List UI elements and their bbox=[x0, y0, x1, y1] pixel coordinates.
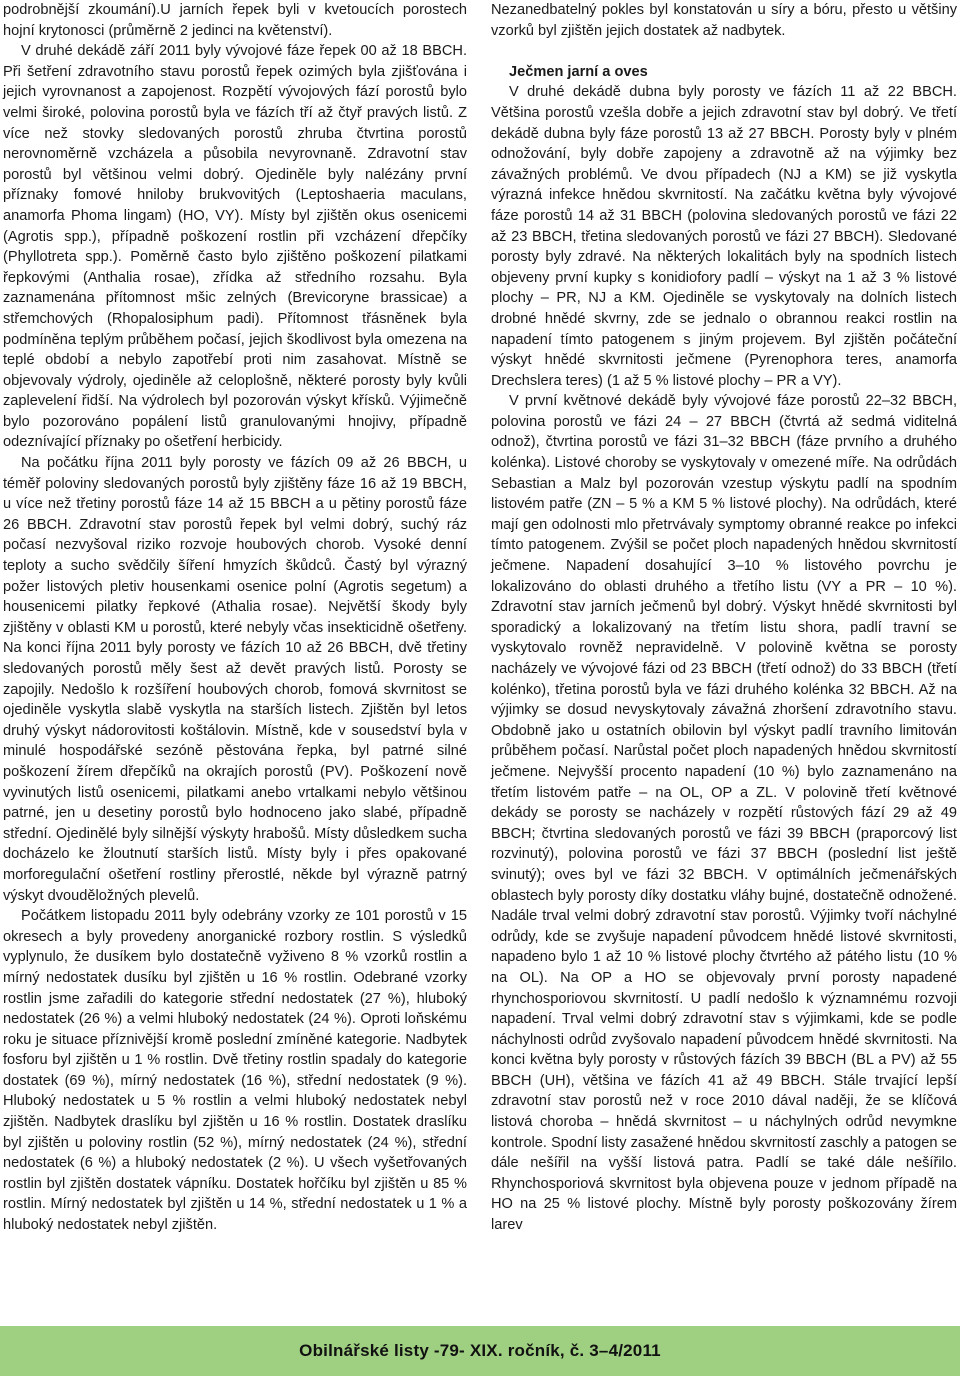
right-column bbox=[491, 0, 957, 1236]
paragraph: V první květnové dekádě byly vývojové fáze porostů 22–32 BBCH, polovina porostů ve fázi 24 – 27 BBCH (čtvrtá až sedmá viditelná odnož), čtvrtina porostů ve fázi 31–32 BBCH (fáze prvního a druhého kolénka). Listové choroby se vyskytovaly v omezené míře. Na odrůdách Sebastian a Malz byl pozorován vzestup výskytu padlí na spodním listovém patře (ZN – 5 % a KM 5 % listové plochy). Na odrůdách, které mají gen odolnosti mlo přetrvávaly symptomy obranné reakce po infekci tímto patogenem. Zvýšil se počet ploch napadených hnědou skvrnitostí ječmene. Napadení dosahující 3–10 % listového povrchu je lokalizováno do oblasti druhého a třetího listu (VY a PR – 10 %). Zdravotní stav jarních ječmenů byl dobrý. Výskyt hnědé skvrnitosti byl sporadický a lokalizovaný na třetím listu shora, padlí travní se vyskytovalo rovněž nepravidelně. V polovině května se porosty nacházely ve vývojové fázi od 23 BBCH (třetí odnož) do 33 BBCH (třetí kolénko), třetina porostů byla ve fázi druhého kolénka 32 BBCH. Až na výjimky se dosud nevyskytovaly závažná zhoršení zdravotního stavu. Obdobně jako u ostatních obilovin byl výskyt padlí travního limitován průběhem počasí. Narůstal počet ploch napadených hnědou skvrnitostí ječmene. Nejvyšší procento napadení (10 %) bylo zaznamenáno na třetím listovém patře – na OL, OP a ZL. V polovině třetí květnové dekády se porosty se nacházely v rozpětí růstových fází 29 až 49 BBCH; čtvrtina sledovaných porostů ve fázi 39 BBCH (praporcový list rozvinutý), polovina porostů ve fázi 37 BBCH (poslední list ještě svinutý); oves byl ve fázi 32 BBCH. V optimálních ječmenářských oblastech byly porosty díky dostatku vláhy bujné, dostatečně odnožené. Nadále trval velmi dobrý zdravotní stav porostů. Výjimky tvoří náchylné odrůdy, kde se zvyšuje napadení původcem hnědé listové skvrnitosti, napadeno bylo 1 až 10 % listové plochy čtvrtého až pátého listu (10 % na OL). Na OP a HO se objevovaly první porosty napadené rhynchosporiovou skvrnitostí. U padlí nedošlo k významnému rozvoji napadení. Trval velmi dobrý zdravotní stav s výjimkami, kde se podle náchylnosti odrůd zvyšovalo napadení původcem hnědé skvrnitosti. Na konci května byly porosty v růstových fázích 39 BBCH (BL a PV) až 55 BBCH (UH), většina ve fázích 41 až 49 BBCH. Stále trvající lepší zdravotní stav porostů než v roce 2010 dával naději, že se klíčová listová choroba – hnědá skvrnitost – u náchylných odrůd nevymkne kontrole. Spodní listy zasažené hnědou skvrnitostí zaschly a patogen se dále nešířil na vyšší listová patra. Padlí se také dále nešířilo. Rhynchosporiová skvrnitost byla objevena pouze v jednom případě na HO na 25 % listové plochy. Místně byly porosty poškozovány žírem larev bbox=[491, 393, 957, 1234]
paragraph: Na počátku října 2011 byly porosty ve fázích 09 až 26 BBCH, u téměř poloviny sledovaných porostů byly zjištěny fáze 16 až 19 BBCH, u více než třetiny porostů fáze 14 až 15 BBCH a u pětiny porostů fáze 26 BBCH. Zdravotní stav porostů řepek byl velmi dobrý, suchý ráz počasí nezvyšoval riziko rozvoje houbových chorob. Vysoké denní teploty a sucho svědčily šíření hmyzích škůdců. Častý byl výrazný požer listových pletiv housenkami osenice polní (Agrotis segetum) a housenicemi pilatky řepkové (Athalia rosae). Největší škody byly zjištěny v oblasti KM u porostů, které nebyly včas insekticidně ošetřeny. Na konci října 2011 byly porosty ve fázích 10 až 26 BBCH, dvě třetiny sledovaných porostů měly šest až devět pravých listů. Porosty se zapojily. Nedošlo k rozšíření houbových chorob, fomová skvrnitost se ojediněle vyskytla slabě vyskytla na starších listech. Zjištěn byl letos druhý výskyt nádorovitosti koštálovin. Místně, kde v sousedství byla v minulé hospodářské sezóně pěstována řepka, byl patrné silné poškození žírem dřepčíků na okrajích porostů (PV). Poškození nově vyvinutých listů osenicemi, pilatkami anebo vrtalkami nebylo většinou patrné, jen u desetiny porostů bylo hodnoceno jako slabé, případně střední. Ojedinělé byly silnější výskyty hrabošů. Místy důsledkem sucha docházelo ke žloutnutí starších listů. Místy byly i přes opakované morforegulační ošetření rostliny přerostlé, někde byl výrazně patrný výskyt dvouděložných plevelů. bbox=[3, 455, 467, 904]
footer-text: Obilnářské listy -79- XIX. ročník, č. 3–4/2011 bbox=[299, 1341, 661, 1360]
left-column bbox=[3, 0, 467, 1236]
paragraph: Nezanedbatelný pokles byl konstatován u síry a bóru, přesto u většiny vzorků byl zjištěn jejich dostatek až nadbytek. bbox=[491, 2, 957, 39]
paragraph: V druhé dekádě dubna byly porosty ve fázích 11 až 22 BBCH. Většina porostů vzešla dobře a jejich zdravotní stav byl dobrý. Ve třetí dekádě dubna byly fáze porostů 13 až 27 BBCH. Porosty byly v plném odnožování, byly dobře zapojeny a zdravotně až na výjimky bez závažných problémů. Ve dvou případech (NJ a KM) se již vyskytla výrazná infekce hnědou skvrnitostí. Na začátku května byly vývojové fáze porostů 14 až 31 BBCH (polovina sledovaných porostů ve fázi 22 až 23 BBCH, třetina sledovaných porostů ve fázi 27 BBCH). Sledované porosty byly zdravé. Na některých lokalitách byly na spodních listech objeveny první kupky s konidiofory padlí – výskyt na 1 až 3 % listové plochy – PR, NJ a KM. Ojediněle se vyskytovaly na dolních listech drobné hnědé skvrny, zde se jednalo o obrannou reakci rostlin na napadení tímto patogenem s jiným projevem. Byl zjištěn počáteční výskyt hnědé skvrnitosti ječmene (Pyrenophora teres, anamorfa Drechslera teres) (1 až 5 % listové plochy – PR a VY). bbox=[491, 84, 957, 389]
footer-bar bbox=[0, 1326, 960, 1376]
paragraph: podrobnější zkoumání).U jarních řepek byli v kvetoucích porostech hojní krytonosci (průměrně 2 jedinci na květenství). bbox=[3, 2, 467, 39]
paragraph: Počátkem listopadu 2011 byly odebrány vzorky ze 101 porostů v 15 okresech a byly provedeny anorganické rozbory rostlin. S výsledků vyplynulo, že dusíkem bylo dostatečně vyživeno 8 % vzorků rostlin a mírný nedostatek dusíku byl zjištěn u 16 % rostlin. Odebrané vzorky rostlin jsme zařadili do kategorie střední nedostatek (27 %), hluboký nedostatek (26 %) a velmi hluboký nedostatek (24 %). Oproti loňskému roku je situace příznivější kromě poslední zmíněné kategorie. Nadbytek fosforu byl zjištěn u 1 % rostlin. Dvě třetiny rostlin spadaly do kategorie dostatek (69 %), mírný nedostatek (16 %), střední nedostatek (9 %). Hluboký nedostatek u 5 % rostlin a velmi hluboký nedostatek nebyl zjištěn. Nadbytek draslíku byl zjištěn u 16 % rostlin. Dostatek draslíku byl zjištěn u poloviny rostlin (52 %), mírný nedostatek (24 %), střední nedostatek (6 %) a hluboký nedostatek (2 %). U všech vyšetřovaných rostlin byl zjištěn dostatek vápníku. Dostatek hořčíku byl zjištěn u 85 % rostlin. Mírný nedostatek byl zjištěn u 14 %, střední nedostatek u 1 % a hluboký nedostatek nebyl zjištěn. bbox=[3, 908, 467, 1234]
section-heading: Ječmen jarní a oves bbox=[509, 63, 648, 80]
paragraph: V druhé dekádě září 2011 byly vývojové fáze řepek 00 až 18 BBCH. Při šetření zdravotního stavu porostů řepek ozimých byla zjišťována i jejich vyrovnanost a zapojenost. Rozpětí vývojových fází porostů bylo velmi široké, polovina porostů byla ve fázích tří až čtyř pravých listů. Z více než stovky sledovaných porostů zhruba čtvrtina porostů nerovnoměrně vzcházela a působila nevyrovnaně. Zdravotní stav porostů byl většinou velmi dobrý. Ojediněle byly nalézány první příznaky fomové hniloby brukvovitých (Leptoshaeria maculans, anamorfa Phoma lingam) (HO, VY). Místy byl zjištěn okus osenicemi (Agrotis spp.), případně poškození rostlin při vzcházení dřepčíky (Phyllotreta spp.). Poměrně často bylo zjištěno poškození pilatkami řepkovými (Anthalia rosae), zřídka až středního rozsahu. Byla zaznamenána přítomnost mšic zelných (Brevicoryne brassicae) a střemchových (Rhopalosiphum padi). Přítomnost třásněnek byla podmíněna teplým průběhem počasí, jejich škodlivost byla omezena na teplé období a nebylo zapotřebí proti nim zasahovat. Místně se objevovaly výdroly, ojediněle až celoplošně, některé porosty byly kvůli zaplevelení řidší. Na výdrolech byl pozorován výskyt křísků. Výjimečně bylo pozorováno popálení listů granulovanými hnojivy, případně odeznívající příznaky po ošetření herbicidy. bbox=[3, 43, 467, 451]
